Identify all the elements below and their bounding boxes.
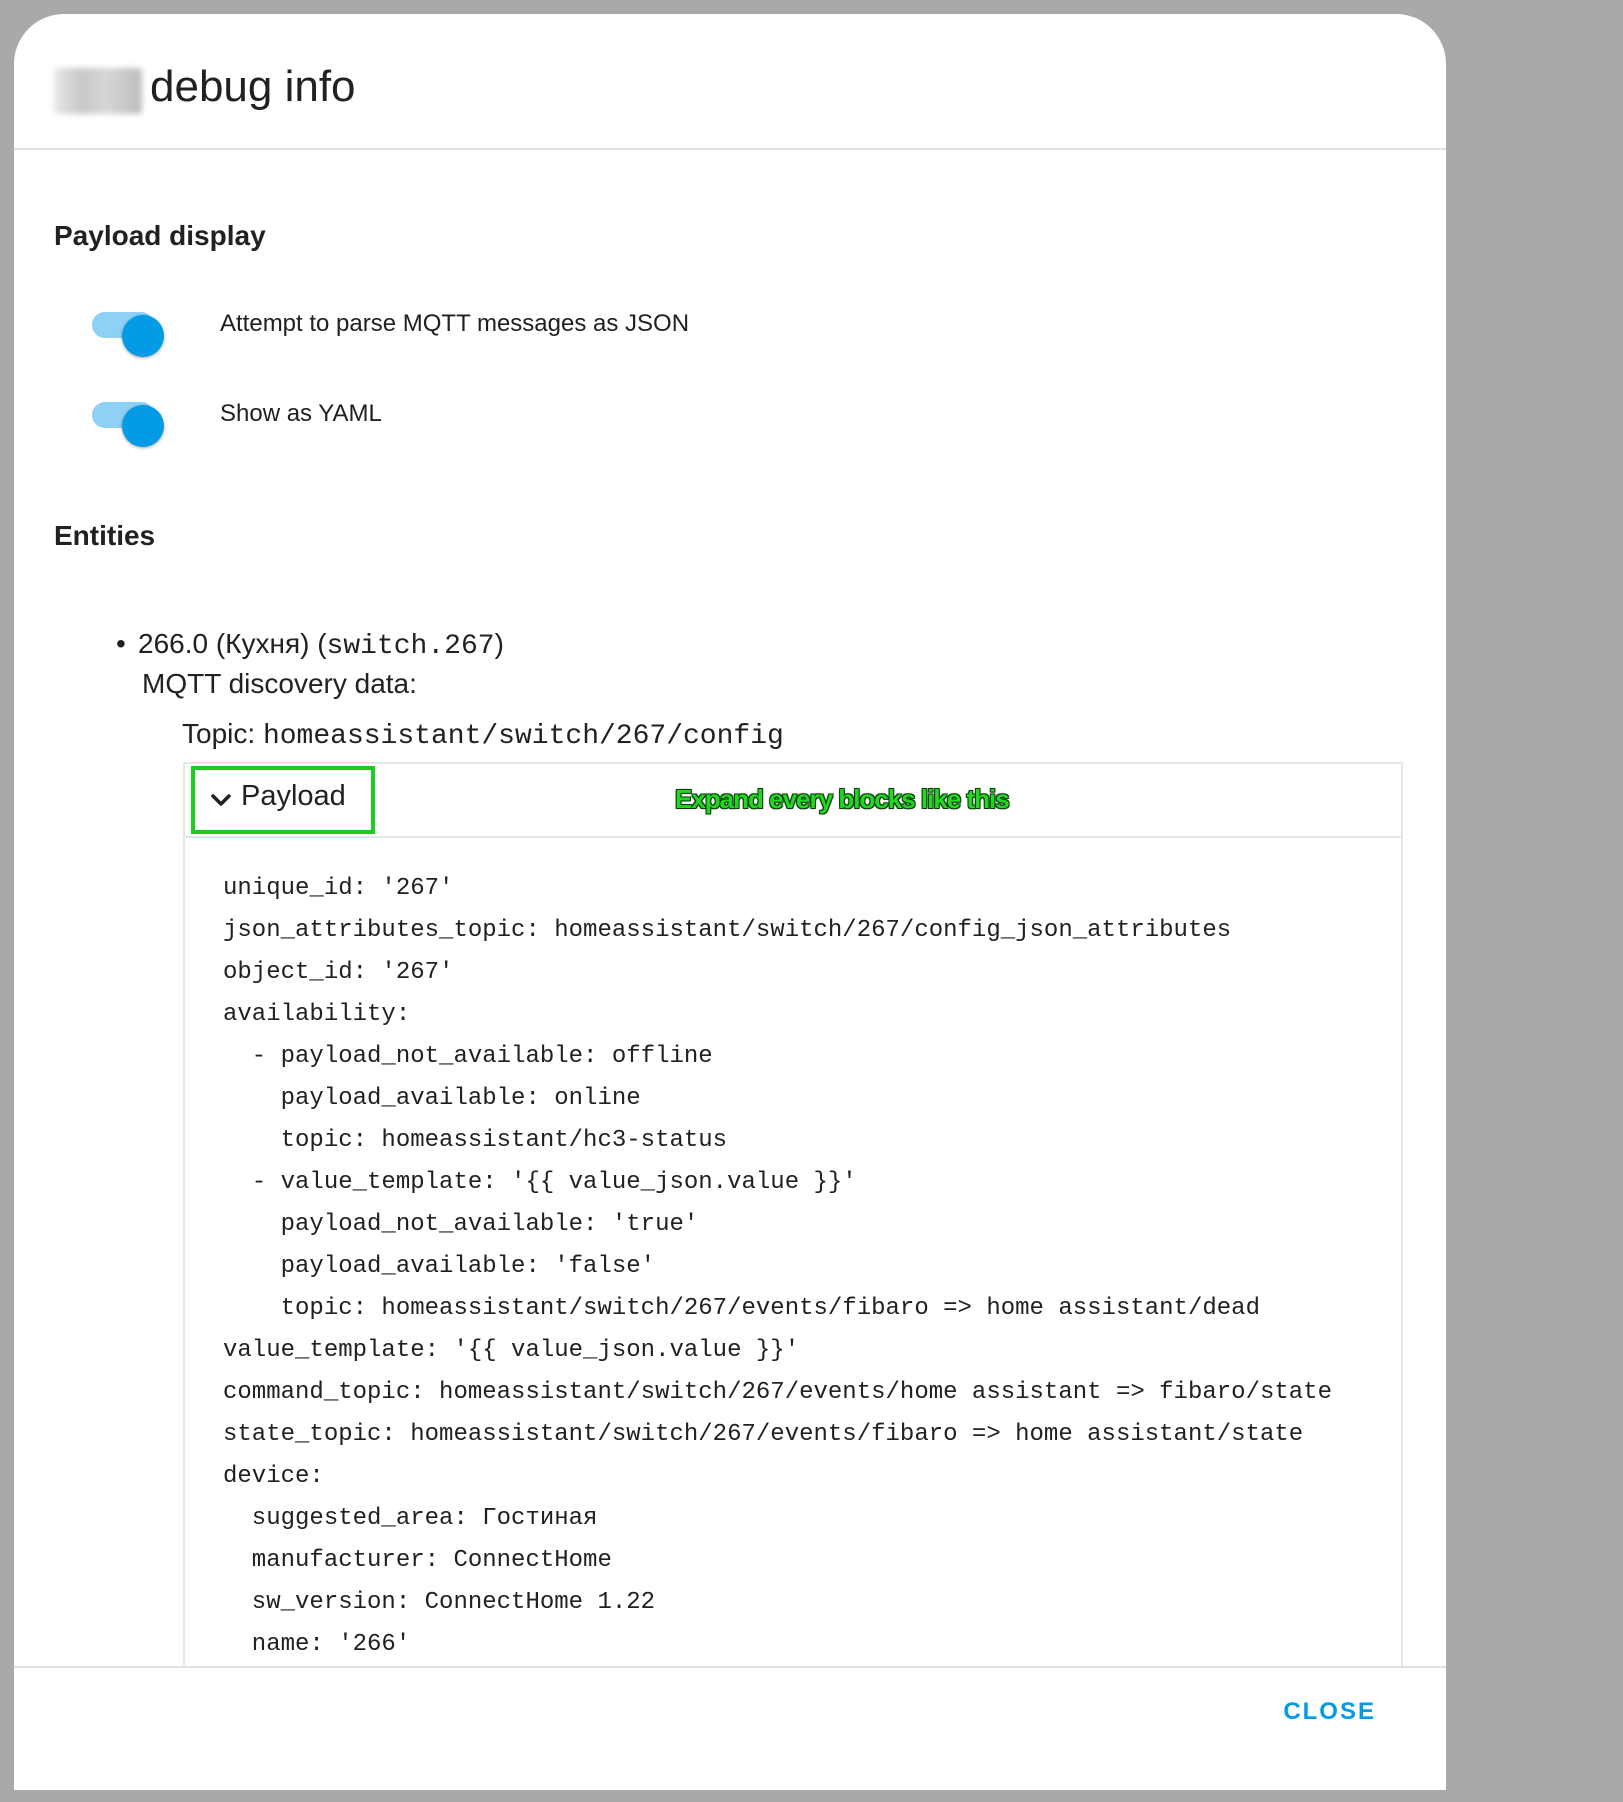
dialog-footer [14,1666,1446,1790]
payload-label[interactable]: Payload [241,780,346,812]
dialog-header [14,14,1446,150]
topic-line [182,718,784,752]
topic-label: Topic: [182,718,263,749]
parse-json-toggle-row[interactable] [92,300,792,348]
entity-id: switch.267 [326,631,495,662]
payload-expansion-panel [183,762,1403,1762]
payload-yaml [223,868,1623,1708]
yaml-line: topic: homeassistant/hc3-status [223,1127,728,1154]
yaml-line: unique_id: '267' [223,875,454,902]
yaml-line: - value_template: '{{ value_json.value }}' [223,1169,857,1196]
yaml-line: topic: homeassistant/switch/267/events/fibaro => home assistant/dead [223,1295,1260,1322]
yaml-line: payload_available: online [223,1085,641,1112]
redacted-device-name [54,68,142,114]
parse-json-switch[interactable] [92,312,154,338]
yaml-line: json_attributes_topic: homeassistant/switch/267/config_json_attributes [223,917,1232,944]
yaml-line: payload_available: 'false' [223,1253,656,1280]
yaml-line: device: [223,1463,324,1490]
close-button[interactable]: CLOSE [1283,1688,1376,1736]
payload-display-heading: Payload display [54,220,266,251]
yaml-line: - payload_not_available: offline [223,1043,713,1070]
debug-info-dialog [14,14,1446,1790]
discovery-data-label: MQTT discovery data: [142,668,417,699]
payload-expansion-header[interactable] [185,764,1401,838]
dialog-title: debug info [150,62,356,111]
yaml-line: payload_not_available: 'true' [223,1211,699,1238]
entity-name-suffix: ) [494,628,504,659]
topic-value: homeassistant/switch/267/config [262,721,784,752]
parse-json-label: Attempt to parse MQTT messages as JSON [220,310,690,337]
yaml-line: object_id: '267' [223,959,454,986]
switch-thumb [122,405,164,447]
chevron-down-icon[interactable] [207,788,235,812]
yaml-line: state_topic: homeassistant/switch/267/events/fibaro => home assistant/state [223,1421,1304,1448]
yaml-line: command_topic: homeassistant/switch/267/events/home assistant => fibaro/state [223,1379,1332,1406]
yaml-line: name: '266' [223,1631,411,1658]
show-yaml-toggle-row[interactable] [92,390,592,438]
yaml-line: availability: [223,1001,411,1028]
dialog-content[interactable] [14,150,1446,1658]
yaml-line: value_template: '{{ value_json.value }}' [223,1337,800,1364]
bullet-icon: • [116,628,126,659]
annotation-text: Expand every blocks like this [675,784,1009,814]
entity-list-item [116,628,504,662]
show-yaml-switch[interactable] [92,402,154,428]
switch-thumb [122,315,164,357]
show-yaml-label: Show as YAML [220,400,382,427]
yaml-line: suggested_area: Гостиная [223,1505,598,1532]
yaml-line: manufacturer: ConnectHome [223,1547,612,1574]
entity-name: 266.0 (Кухня) ( [138,628,327,659]
yaml-line: sw_version: ConnectHome 1.22 [223,1589,656,1616]
entities-heading: Entities [54,520,156,551]
